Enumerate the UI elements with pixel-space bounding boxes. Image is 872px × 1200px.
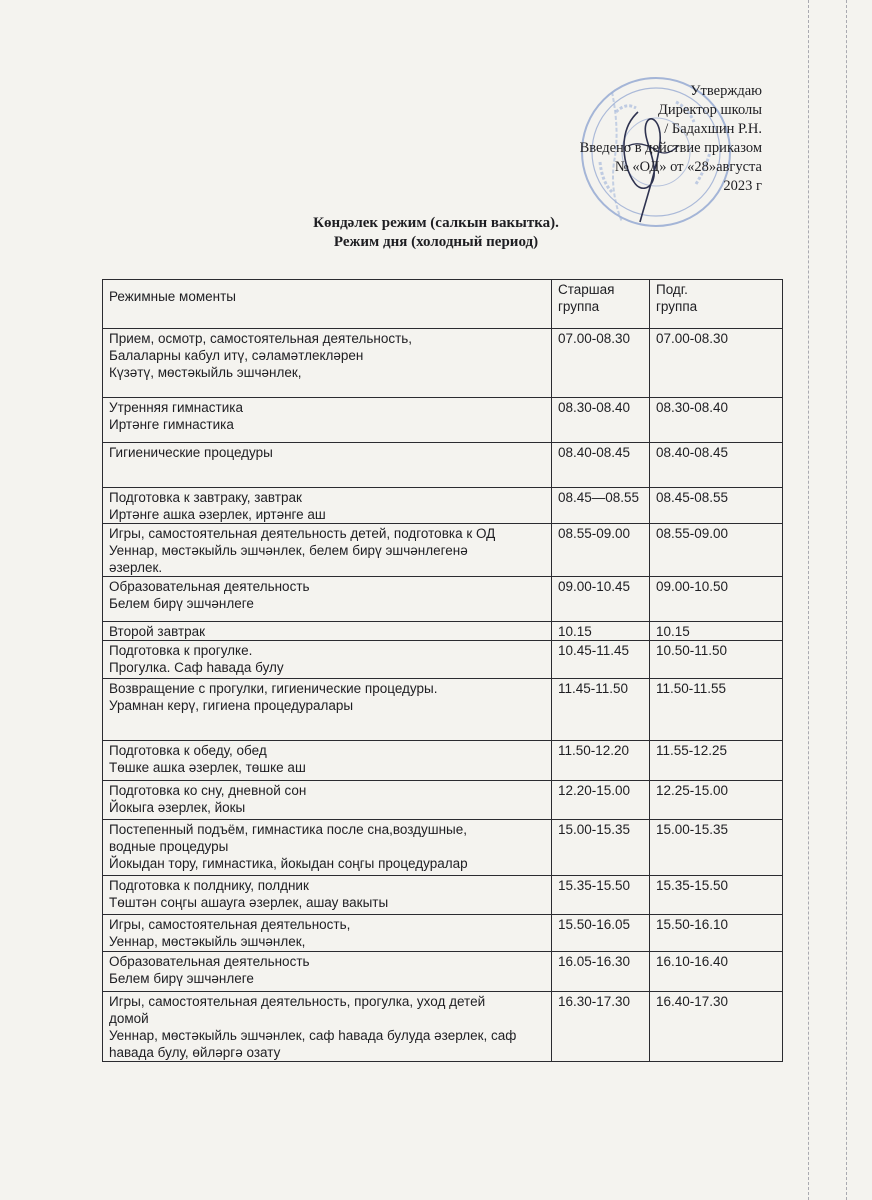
approval-line: Утверждаю xyxy=(690,83,762,99)
approval-block xyxy=(580,82,762,196)
senior-group-time: 15.00-15.35 xyxy=(552,820,650,876)
activity-line: Постепенный подъём, гимнастика после сна,воздушные, xyxy=(109,822,468,837)
activity-cell xyxy=(103,488,552,524)
activity-line: Подготовка к прогулке. xyxy=(109,643,253,658)
senior-group-time: 10.15 xyxy=(552,622,650,641)
prep-group-time: 15.50-16.10 xyxy=(650,915,783,952)
approval-line: № «ОД» от «28»августа xyxy=(614,159,762,175)
prep-group-time: 08.40-08.45 xyxy=(650,443,783,488)
activity-line: Игры, самостоятельная деятельность, прогулка, уход детей xyxy=(109,994,486,1009)
activity-line: Образовательная деятельность xyxy=(109,954,310,969)
prep-group-time: 10.50-11.50 xyxy=(650,641,783,679)
header-senior-line: группа xyxy=(558,299,600,314)
activity-cell xyxy=(103,622,552,641)
activity-line: әзерлек. xyxy=(109,560,163,575)
prep-group-time: 11.55-12.25 xyxy=(650,741,783,781)
activity-cell xyxy=(103,820,552,876)
table-header-row xyxy=(103,280,783,329)
prep-group-time: 09.00-10.50 xyxy=(650,577,783,622)
table-row xyxy=(103,622,783,641)
activity-line: Белем бирү эшчәнлеге xyxy=(109,596,254,611)
header-prep-line: группа xyxy=(656,299,698,314)
activity-line: Подготовка к завтраку, завтрак xyxy=(109,490,302,505)
prep-group-time: 15.00-15.35 xyxy=(650,820,783,876)
senior-group-time: 08.45—08.55 xyxy=(552,488,650,524)
table-row xyxy=(103,741,783,781)
activity-line: Күзәтү, мөстәкыйль эшчәнлек, xyxy=(109,365,302,380)
activity-cell xyxy=(103,641,552,679)
senior-group-time: 08.55-09.00 xyxy=(552,524,650,577)
senior-group-time: 12.20-15.00 xyxy=(552,781,650,820)
activity-line: Подготовка к обеду, обед xyxy=(109,743,267,758)
prep-group-time: 16.40-17.30 xyxy=(650,992,783,1062)
activity-cell xyxy=(103,781,552,820)
senior-group-time: 11.45-11.50 xyxy=(552,679,650,741)
activity-line: Йокыга әзерлек, йокы xyxy=(109,800,246,815)
senior-group-time: 10.45-11.45 xyxy=(552,641,650,679)
table-row xyxy=(103,820,783,876)
activity-line: Подготовка к полднику, полдник xyxy=(109,878,309,893)
activity-line: Игры, самостоятельная деятельность детей, подготовка к ОД xyxy=(109,526,496,541)
activity-line: водные процедуры xyxy=(109,839,229,854)
activity-cell xyxy=(103,398,552,443)
senior-group-time: 11.50-12.20 xyxy=(552,741,650,781)
activity-cell xyxy=(103,915,552,952)
activity-cell xyxy=(103,329,552,398)
activity-line: Иртәнге ашка әзерлек, иртәнге аш xyxy=(109,507,326,522)
activity-line: Белем бирү эшчәнлеге xyxy=(109,971,254,986)
prep-group-time: 10.15 xyxy=(650,622,783,641)
activity-cell xyxy=(103,952,552,992)
header-prep-group xyxy=(650,280,783,329)
activity-line: Гигиенические процедуры xyxy=(109,445,273,460)
activity-cell xyxy=(103,679,552,741)
table-row xyxy=(103,329,783,398)
table-row xyxy=(103,952,783,992)
title-tatar: Көндәлек режим (салкын вакытка). xyxy=(313,215,559,231)
prep-group-time: 15.35-15.50 xyxy=(650,876,783,915)
activity-line: Образовательная деятельность xyxy=(109,579,310,594)
approval-line: 2023 г xyxy=(723,178,762,194)
senior-group-time: 15.50-16.05 xyxy=(552,915,650,952)
activity-line: Төштән соңгы ашауга әзерлек, ашау вакыты xyxy=(109,895,389,910)
header-moments-label: Режимные моменты xyxy=(109,289,236,304)
table-row xyxy=(103,992,783,1062)
table-row xyxy=(103,781,783,820)
activity-line: Уеннар, мөстәкыйль эшчәнлек, саф һавада булуда әзерлек, саф xyxy=(109,1028,517,1043)
prep-group-time: 07.00-08.30 xyxy=(650,329,783,398)
approval-line: / Бадахшин Р.Н. xyxy=(664,121,762,137)
scan-fold-line xyxy=(808,0,809,1200)
approval-line: Введено в действие приказом xyxy=(579,140,762,156)
prep-group-time: 08.45-08.55 xyxy=(650,488,783,524)
activity-line: домой xyxy=(109,1011,149,1026)
activity-line: Подготовка ко сну, дневной сон xyxy=(109,783,307,798)
table-row xyxy=(103,577,783,622)
title-russian: Режим дня (холодный период) xyxy=(333,234,539,250)
table-row xyxy=(103,876,783,915)
header-moments xyxy=(103,280,552,329)
activity-line: Уеннар, мөстәкыйль эшчәнлек, xyxy=(109,934,306,949)
header-senior-line: Старшая xyxy=(558,282,615,297)
prep-group-time: 16.10-16.40 xyxy=(650,952,783,992)
approval-line: Директор школы xyxy=(658,102,762,118)
header-senior-group xyxy=(552,280,650,329)
senior-group-time: 08.40-08.45 xyxy=(552,443,650,488)
table-row xyxy=(103,679,783,741)
activity-cell xyxy=(103,741,552,781)
table-row xyxy=(103,641,783,679)
senior-group-time: 09.00-10.45 xyxy=(552,577,650,622)
activity-line: Прогулка. Саф һавада булу xyxy=(109,660,284,675)
header-prep-line: Подг. xyxy=(656,282,688,297)
activity-cell xyxy=(103,524,552,577)
activity-line: Прием, осмотр, самостоятельная деятельность, xyxy=(109,331,413,346)
prep-group-time: 11.50-11.55 xyxy=(650,679,783,741)
activity-line: Балаларны кабул итү, сәламәтлекләрен xyxy=(109,348,364,363)
activity-line: Утренняя гимнастика xyxy=(109,400,243,415)
activity-cell xyxy=(103,577,552,622)
activity-line: Возвращение с прогулки, гигиенические процедуры. xyxy=(109,681,438,696)
table-row xyxy=(103,524,783,577)
prep-group-time: 08.55-09.00 xyxy=(650,524,783,577)
senior-group-time: 16.05-16.30 xyxy=(552,952,650,992)
table-row xyxy=(103,488,783,524)
senior-group-time: 15.35-15.50 xyxy=(552,876,650,915)
daily-schedule-table xyxy=(102,279,783,1062)
activity-line: Игры, самостоятельная деятельность, xyxy=(109,917,351,932)
activity-line: Йокыдан тору, гимнастика, йокыдан соңгы процедуралар xyxy=(109,856,468,871)
activity-line: Уеннар, мөстәкыйль эшчәнлек, белем бирү эшчәнлегенә xyxy=(109,543,468,558)
table-row xyxy=(103,915,783,952)
activity-cell xyxy=(103,876,552,915)
senior-group-time: 08.30-08.40 xyxy=(552,398,650,443)
activity-line: Иртәнге гимнастика xyxy=(109,417,234,432)
activity-line: Урамнан керү, гигиена процедуралары xyxy=(109,698,354,713)
senior-group-time: 07.00-08.30 xyxy=(552,329,650,398)
document-title xyxy=(0,214,872,252)
scan-fold-line xyxy=(846,0,847,1200)
activity-line: Второй завтрак xyxy=(109,624,206,639)
activity-line: һавада булу, өйләргә озату xyxy=(109,1045,281,1060)
activity-cell xyxy=(103,443,552,488)
table-row xyxy=(103,443,783,488)
prep-group-time: 08.30-08.40 xyxy=(650,398,783,443)
prep-group-time: 12.25-15.00 xyxy=(650,781,783,820)
activity-cell xyxy=(103,992,552,1062)
table-row xyxy=(103,398,783,443)
activity-line: Төшке ашка әзерлек, төшке аш xyxy=(109,760,306,775)
senior-group-time: 16.30-17.30 xyxy=(552,992,650,1062)
